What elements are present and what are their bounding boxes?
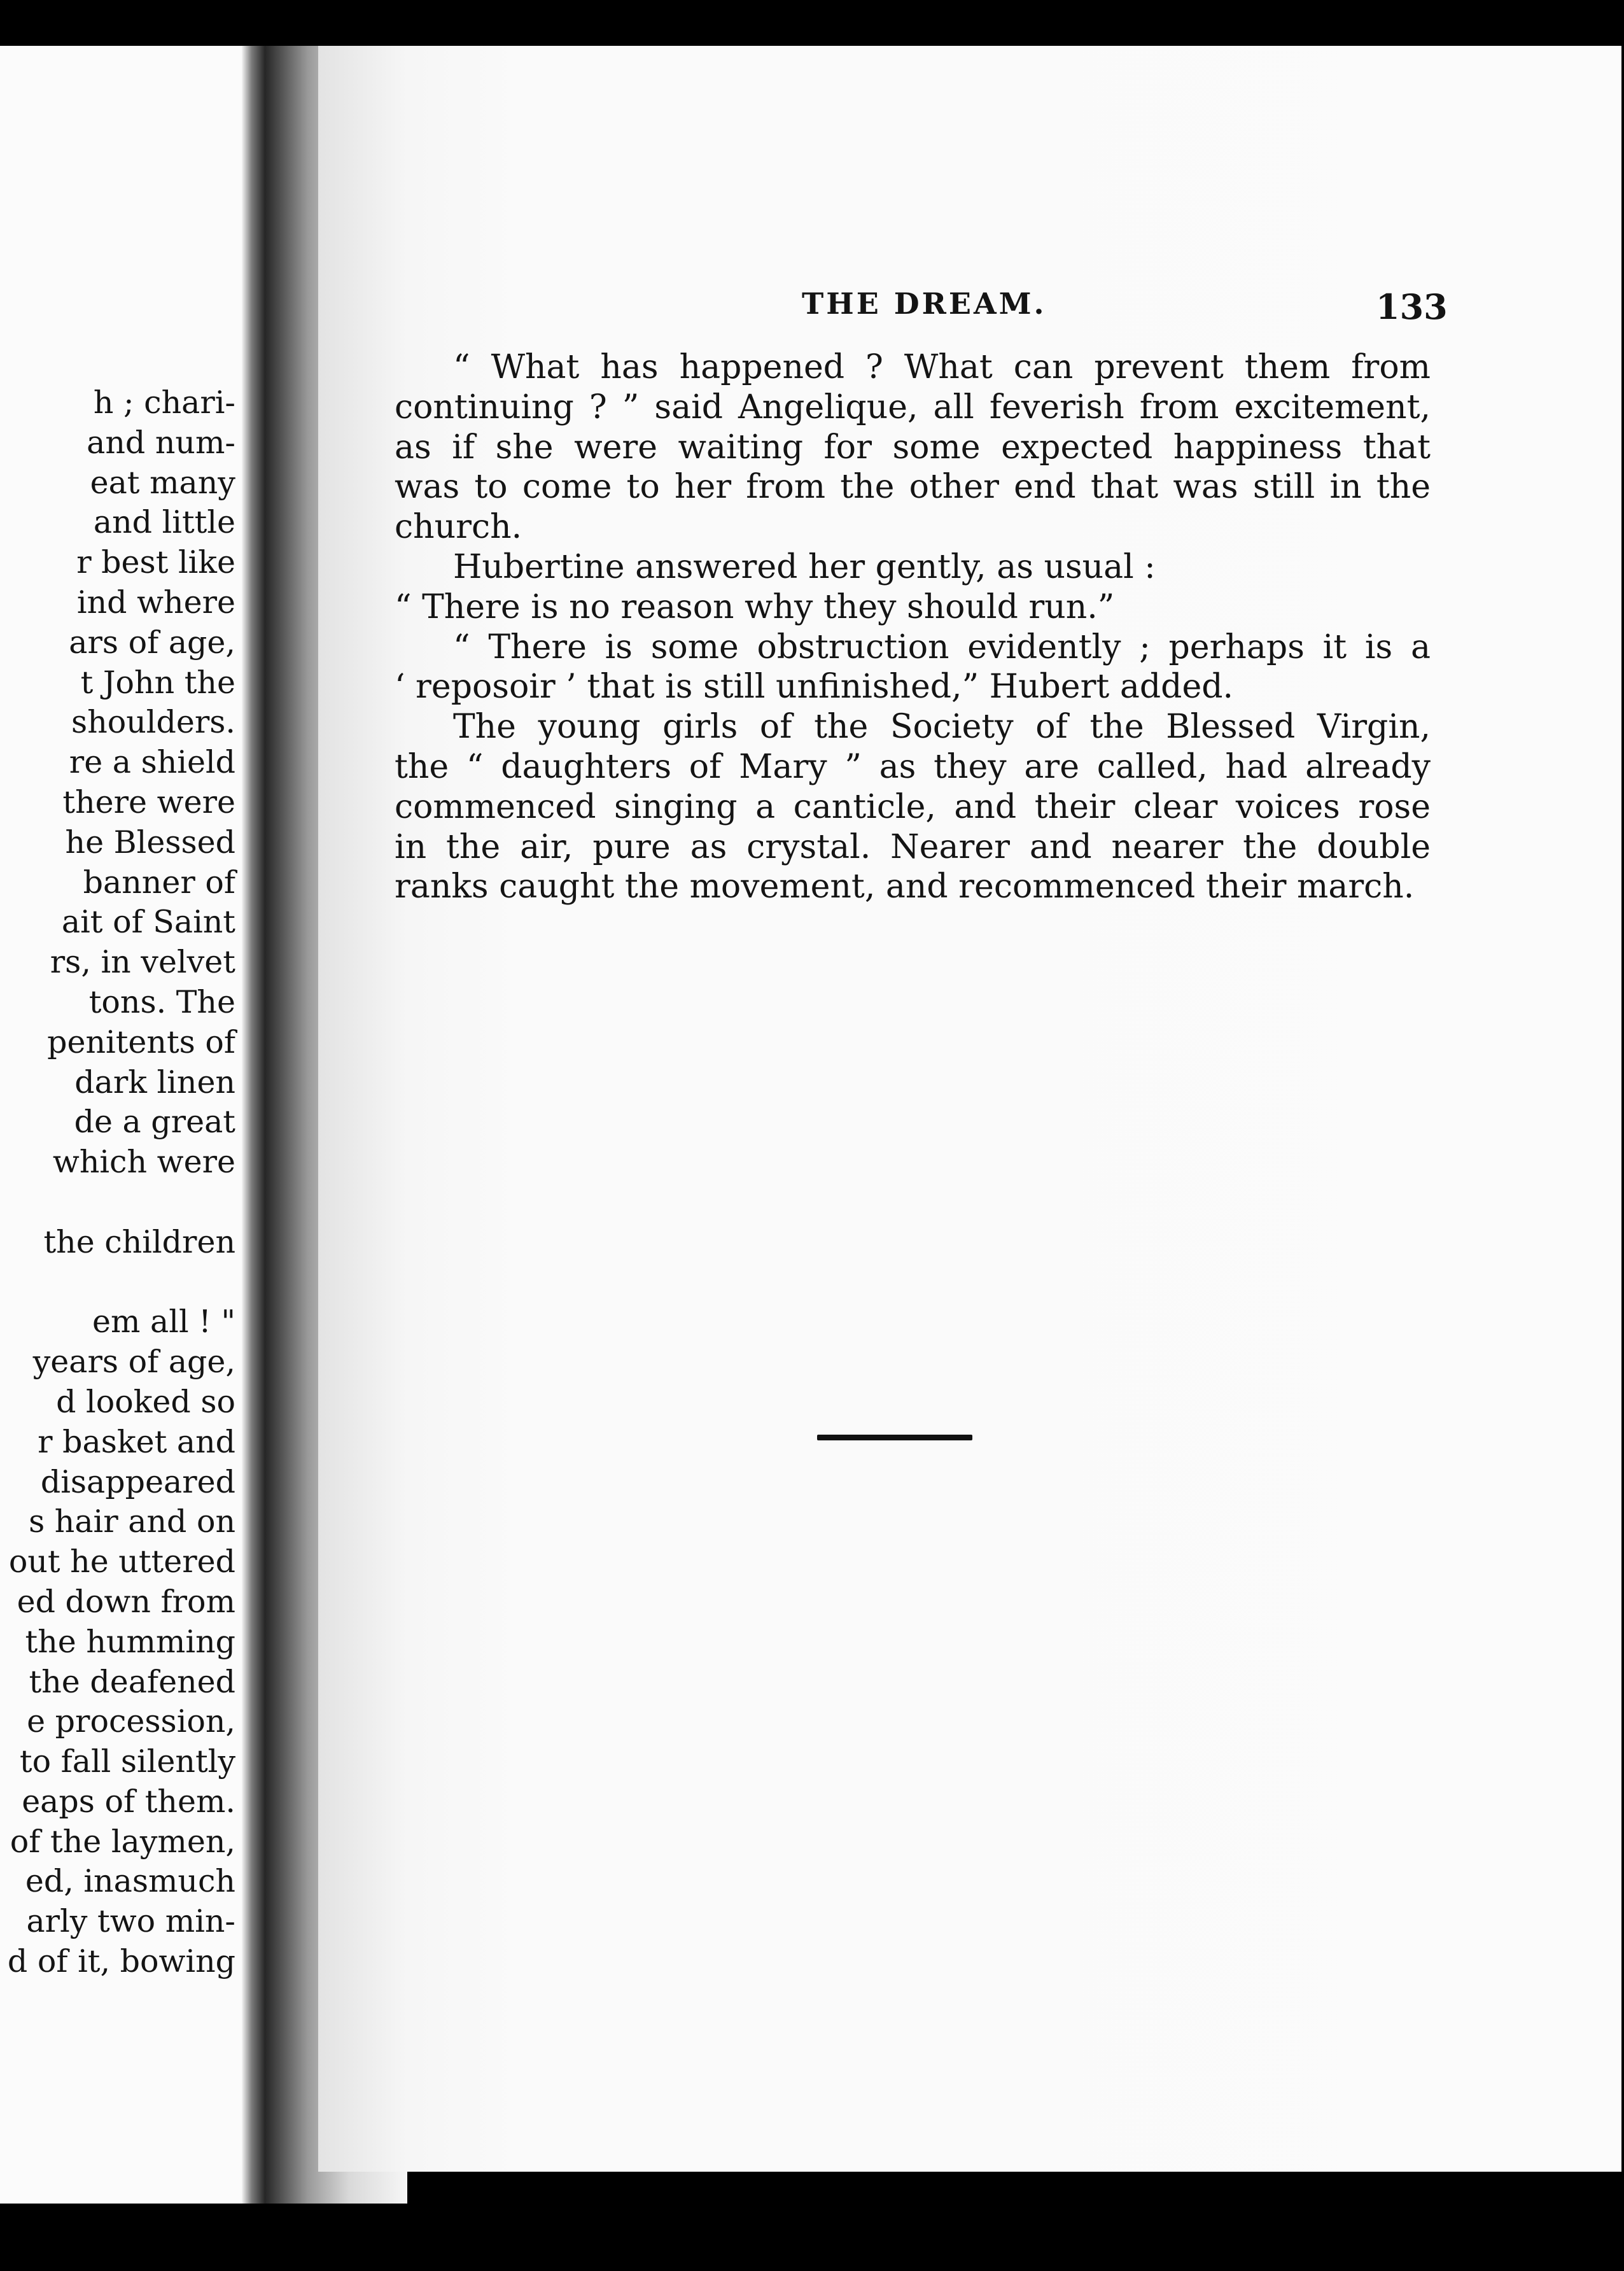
text-line: “ What has happened ? What can prevent them from — [453, 348, 1431, 386]
previous-page — [0, 46, 249, 2204]
running-head: THE DREAM. — [802, 286, 1047, 321]
text-line: dark linen — [74, 1064, 235, 1100]
current-page — [318, 46, 1621, 2172]
text-line: rs, in velvet — [50, 944, 235, 981]
text-line: “ There is some obstruction evidently ; perhaps it is a — [453, 628, 1431, 666]
text-line: re a shield — [69, 744, 235, 781]
text-line: eat many — [90, 464, 235, 501]
text-line: years of age, — [32, 1344, 235, 1381]
text-line: the “ daughters of Mary ” as they are called, had already — [395, 747, 1431, 786]
text-line: there were — [62, 784, 235, 820]
text-line — [0, 1183, 235, 1223]
text-line: The young girls of the Society of the Blessed Virgin, — [453, 708, 1431, 747]
text-line: ranks caught the movement, and recommenced their march. — [395, 868, 1415, 906]
text-line: Hubertine answered her gently, as usual : — [453, 547, 1156, 586]
text-line: s hair and on — [29, 1503, 235, 1540]
text-line: de a great — [74, 1104, 235, 1141]
text-line: and little — [93, 504, 235, 541]
page-body-text — [395, 348, 1431, 907]
section-end-rule — [817, 1435, 972, 1440]
text-line: penitents of — [47, 1023, 235, 1060]
text-line: ind where — [76, 584, 235, 621]
text-line: shoulders. — [71, 704, 235, 741]
text-line: t John the — [80, 664, 235, 701]
text-line: as if she were waiting for some expected happiness that — [395, 428, 1431, 467]
text-line: in the air, pure as crystal. Nearer and nearer the double — [395, 827, 1431, 866]
page-number: 133 — [1376, 286, 1448, 327]
text-line: commenced singing a canticle, and their clear voices rose — [395, 787, 1431, 826]
text-line: the humming — [25, 1623, 235, 1660]
previous-page-text — [0, 383, 235, 1982]
text-line: was to come to her from the other end that was still in the — [395, 468, 1431, 507]
text-line: the children — [43, 1223, 235, 1260]
text-line: tons. The — [88, 983, 235, 1020]
text-line: ed, inasmuch — [25, 1863, 235, 1900]
text-line: ars of age, — [69, 624, 235, 661]
text-line: h ; chari- — [93, 384, 235, 421]
text-line: of the laymen, — [10, 1823, 235, 1860]
text-line: out he uttered — [8, 1543, 235, 1580]
text-line: d of it, bowing — [7, 1943, 235, 1980]
text-line: ed down from — [17, 1583, 235, 1620]
text-line: “ There is no reason why they should run.” — [395, 587, 1115, 626]
text-line: church. — [395, 508, 522, 547]
text-line: eaps of them. — [22, 1783, 235, 1820]
text-line — [0, 1263, 235, 1303]
text-line: arly two min- — [26, 1903, 235, 1940]
text-line: d looked so — [56, 1383, 235, 1420]
text-line: continuing ? ” said Angelique, all feverish from excitement, — [395, 388, 1431, 426]
text-line: which were — [52, 1144, 235, 1181]
text-line: ‘ reposoir ’ that is still unfinished,” Hubert added. — [395, 668, 1234, 707]
text-line: he Blessed — [65, 824, 235, 861]
text-line: r basket and — [38, 1423, 235, 1460]
text-line: disappeared — [40, 1463, 235, 1500]
text-line: em all ! " — [92, 1304, 235, 1340]
text-line: to fall silently — [19, 1743, 235, 1780]
text-line: and num- — [87, 424, 235, 461]
text-line: the deafened — [29, 1663, 235, 1700]
text-line: ait of Saint — [61, 904, 235, 941]
text-line: banner of — [83, 864, 235, 901]
text-line: r best like — [76, 544, 235, 581]
text-line: e procession, — [27, 1703, 235, 1740]
